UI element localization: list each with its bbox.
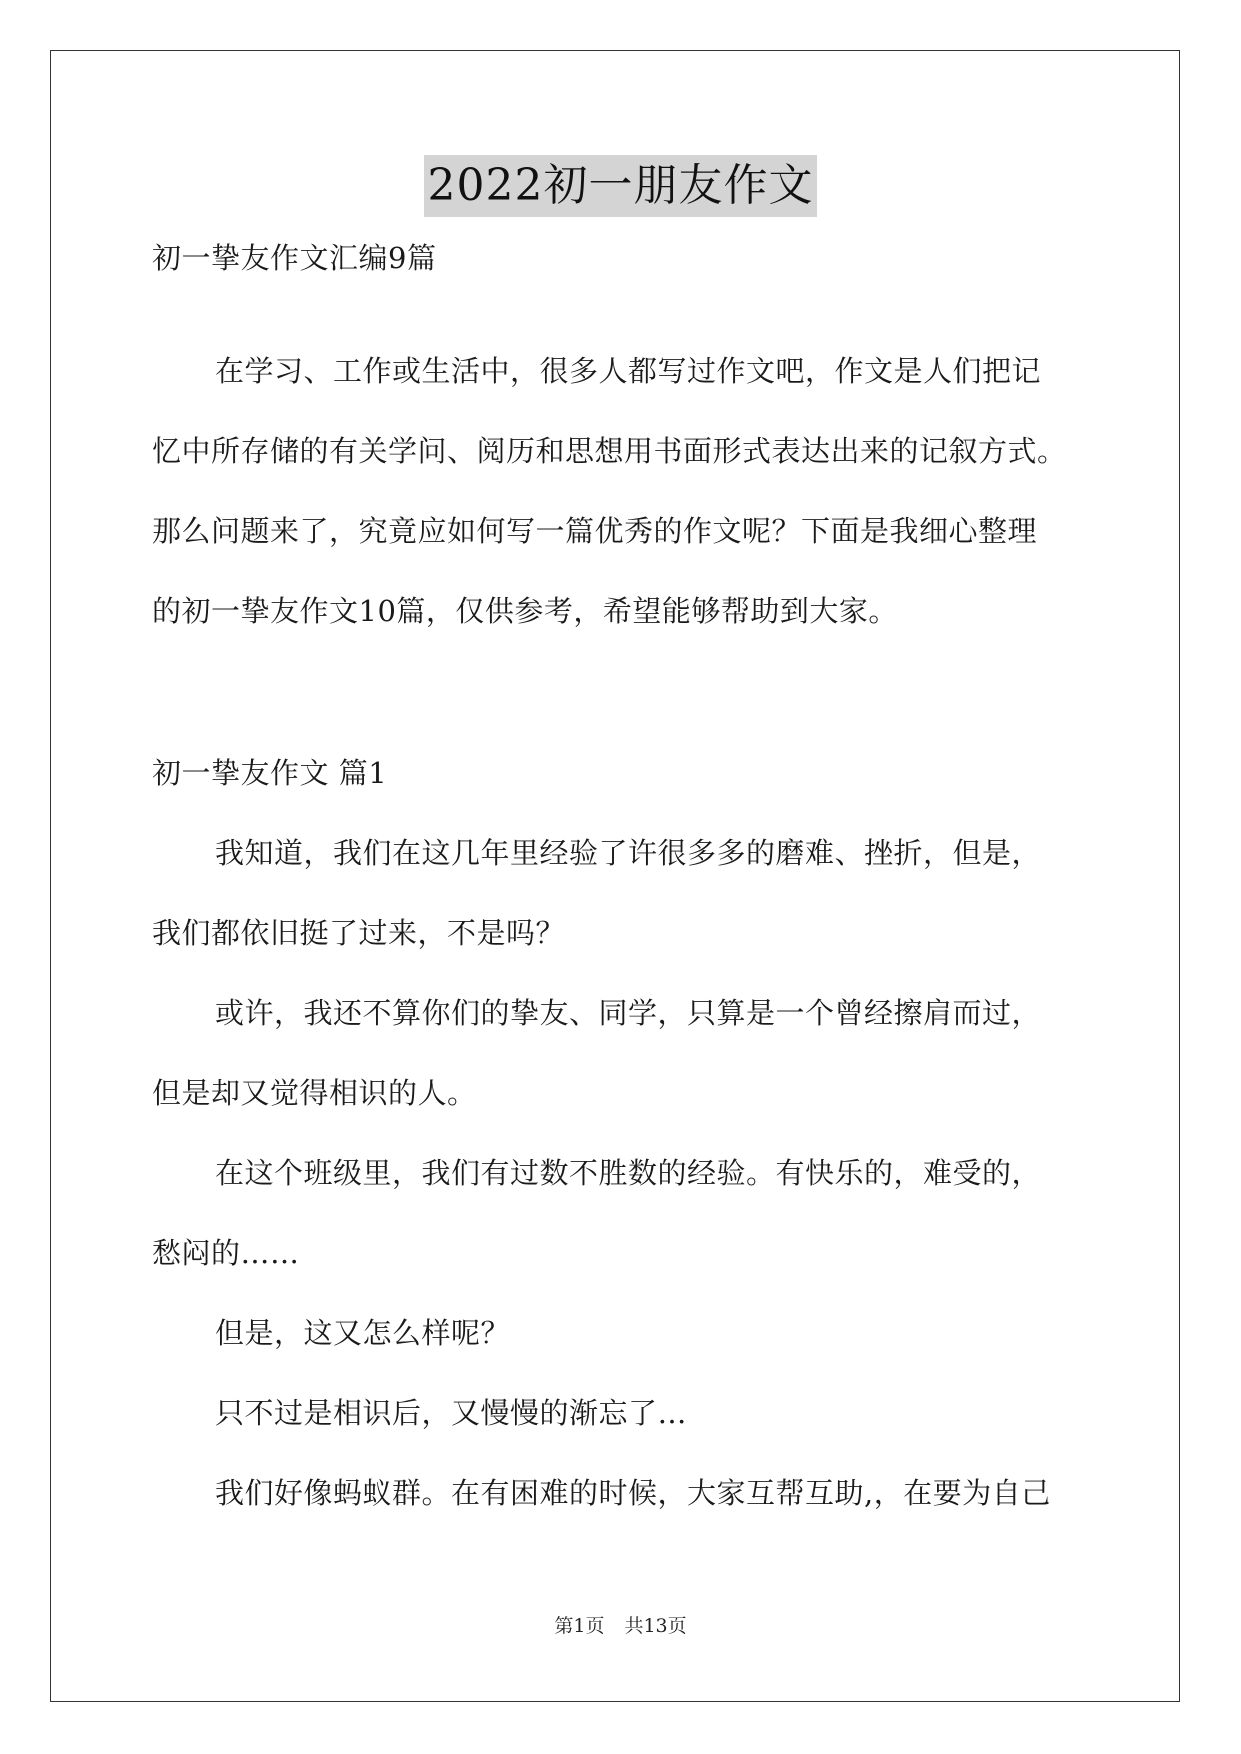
- intro-line-4: 的初一挚友作文10篇，仅供参考，希望能够帮助到大家。: [152, 594, 898, 628]
- intro-line-2: 忆中所存储的有关学问、阅历和思想用书面形式表达出来的记叙方式。: [152, 434, 1067, 468]
- body-line-1: 我知道，我们在这几年里经验了许很多多的磨难、挫折，但是，: [215, 836, 1042, 870]
- intro-line-3: 那么问题来了，究竟应如何写一篇优秀的作文呢？下面是我细心整理: [152, 514, 1038, 548]
- intro-line-1: 在学习、工作或生活中，很多人都写过作文吧，作文是人们把记: [215, 354, 1042, 388]
- page-number-current: 第1页: [554, 1615, 605, 1637]
- body-line-3: 或许，我还不算你们的挚友、同学，只算是一个曾经擦肩而过，: [215, 996, 1042, 1030]
- body-line-2: 我们都依旧挺了过来，不是吗？: [152, 916, 566, 950]
- page-border: [50, 50, 1180, 1702]
- body-line-7: 但是，这又怎么样呢？: [215, 1316, 511, 1350]
- body-line-4: 但是却又觉得相识的人。: [152, 1076, 477, 1110]
- document-title: 2022初一朋友作文: [424, 155, 818, 217]
- page-number-total: 共13页: [624, 1615, 687, 1637]
- title-container: [0, 155, 1241, 217]
- body-line-9: 我们好像蚂蚁群。在有困难的时候，大家互帮互助,，在要为自己: [215, 1476, 1051, 1510]
- document-subtitle: 初一挚友作文汇编9篇: [152, 241, 437, 275]
- section-heading: 初一挚友作文 篇1: [152, 756, 388, 790]
- page-footer: [0, 1614, 1241, 1638]
- body-line-6: 愁闷的……: [152, 1236, 300, 1270]
- body-line-5: 在这个班级里，我们有过数不胜数的经验。有快乐的，难受的，: [215, 1156, 1042, 1190]
- body-line-8: 只不过是相识后，又慢慢的渐忘了…: [215, 1396, 688, 1430]
